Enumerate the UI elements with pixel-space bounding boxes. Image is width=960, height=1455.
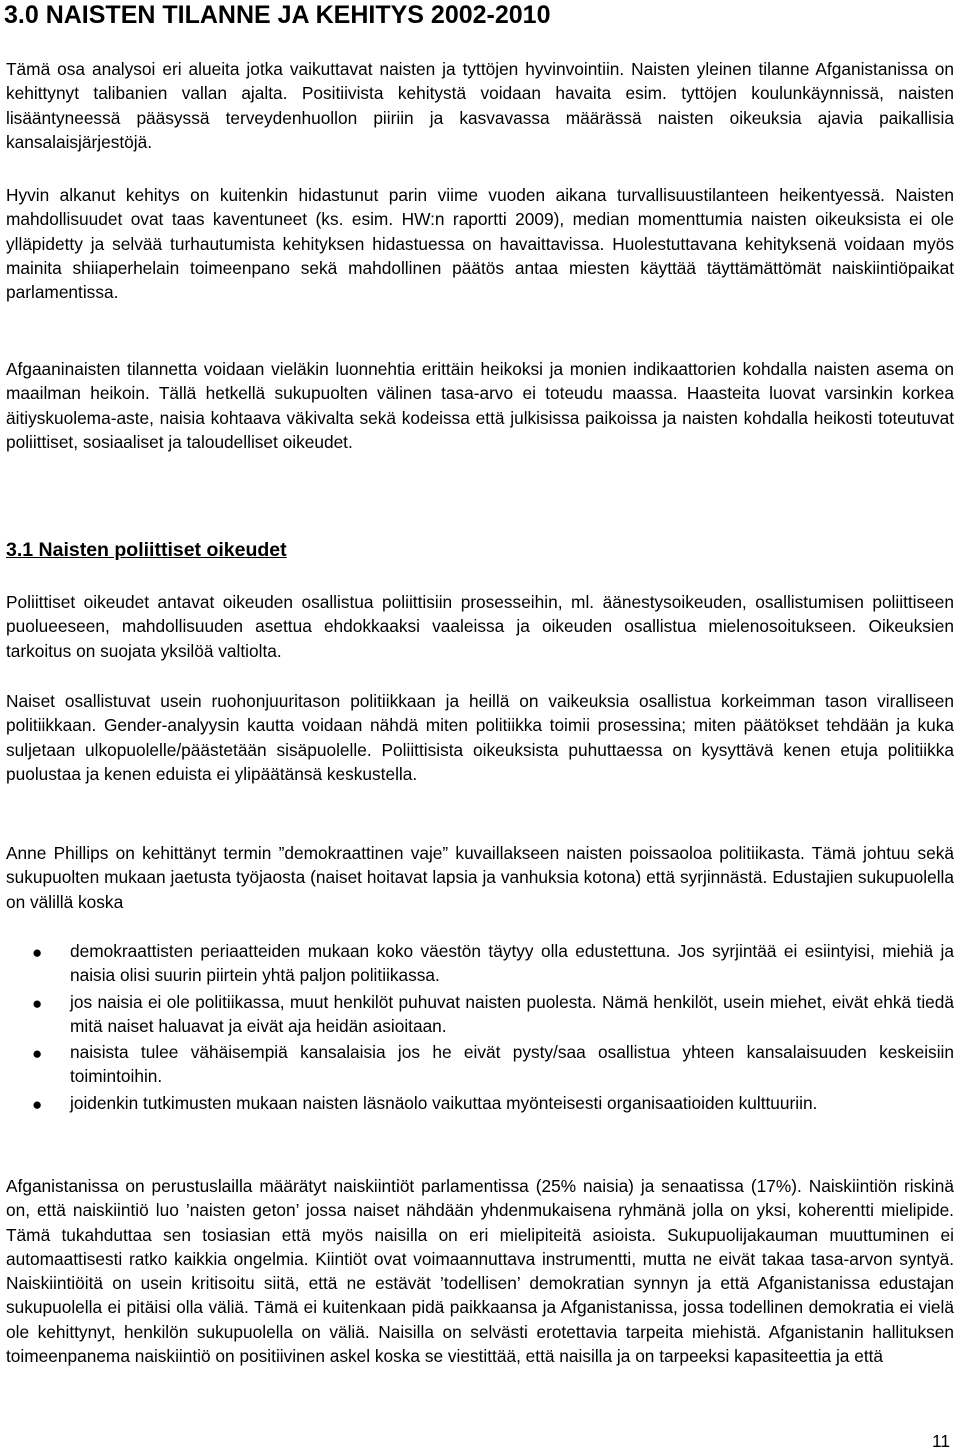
bullet-icon: ●	[32, 943, 43, 962]
paragraph-situation: Afgaaninaisten tilannetta voidaan vieläkin luonnehtia erittäin heikoksi ja monien indikaattorien kohdalla naisten asema on maailman heikoin. Tällä hetkellä sukupuolten välinen tasa-arvo ei toteudu maassa. Haasteita luovat varsinkin korkea äitiyskuolema-aste, naisia kohtaava väkivalta sekä kodeissa että julkisissa paikoissa ja naisten kohdalla heikosti toteutuvat poliittiset, sosiaaliset ja taloudelliset oikeudet.	[6, 359, 954, 452]
subsection-heading: 3.1 Naisten poliittiset oikeudet	[6, 539, 287, 561]
paragraph-political-rights: Poliittiset oikeudet antavat oikeuden osallistua poliittisiin prosesseihin, ml. äänestysoikeuden, osallistumisen poliittiseen puolueeseen, mahdollisuuden asettua ehdokkaaksi vaaleissa ja oikeuden osallistua mielenosoitukseen. Oikeuksien tarkoitus on suojata yksilöä valtiolta.	[6, 592, 954, 661]
paragraph-development: Hyvin alkanut kehitys on kuitenkin hidastunut parin viime vuoden aikana turvallisuustilanteen heikentyessä. Naisten mahdollisuudet ovat taas kaventuneet (ks. esim. HW:n raportti 2009), median momenttumia naisten oikeuksista ei ole ylläpidetty ja selvää turhautumista kehityksen hidastuessa on havaittavissa. Huolestuttavana kehityksenä voidaan myös mainita shiiaperhelain toimeenpano sekä mahdollinen päätös antaa miesten käyttää täyttämättömät naiskiintiöpaikat parlamentissa.	[6, 185, 954, 303]
bullet-icon: ●	[32, 993, 43, 1013]
list-item-text: joidenkin tutkimusten mukaan naisten läsnäolo vaikuttaa myönteisesti organisaatioiden kulttuuriin.	[70, 1092, 818, 1113]
list-item-text: naisista tulee vähäisempiä kansalaisia jos he eivät pysty/saa osallistua yhteen kansalaisuuden keskeisiin toimintoihin.	[70, 1042, 954, 1087]
paragraph-quotas: Afganistanissa on perustuslailla määrätyt naiskiintiöt parlamentissa (25% naisia) ja senaatissa (17%). Naiskiintiön riskinä on, että naiskiintiö luo ’naisten geton’ jossa naiset nähdään yhdenmukaisena ryhmänä jolla on yksi, koherentti mielipide. Tämä tukahduttaa sen tosiasian että myös naisilla on eri mielipiteitä asioista. Sukupuolijakauman muuttuminen ei automaattisesti ratko kaikkia ongelmia. Kiintiöt ovat voimaannuttava instrumentti, mutta ne eivät takaa tasa-arvon syntyä. Naiskiintiöitä on usein kritisoitu siitä, että ne estävät ’todellisen’ demokratian synnyn ja että Afganistanissa edustajan sukupuolella ei pitäisi olla väliä. Tämä ei kuitenkaan pidä paikkaansa ja Afganistanissa, jossa todellinen demokratia ei vielä ole kehittynyt, henkilön sukupuolella on väliä. Naisilla on selvästi erotettavia tarpeita miehistä. Afganistanin hallituksen toimeenpanema naiskiintiö on positiivinen askel koska se viestittää, että naisilla ja on tarpeeksi kapasiteettia ja että	[6, 1176, 954, 1367]
list-item-text: jos naisia ei ole politiikassa, muut henkilöt puhuvat naisten puolesta. Nämä henkilöt, usein miehet, eivät ehkä tiedä mitä naiset haluavat ja eivät aja heidän asioitaan.	[70, 991, 954, 1036]
bullet-icon: ●	[32, 1044, 43, 1064]
bullet-icon: ●	[32, 1094, 43, 1114]
paragraph-democratic-deficit: Anne Phillips on kehittänyt termin ”demokraattinen vaje” kuvaillakseen naisten poissaoloa politiikasta. Tämä johtuu sekä sukupuolten mukaan jaetusta työjaosta (naiset hoitavat lapsia ja vanhuksia kotona) että syrjinnästä. Edustajien sukupuolella on välillä koska	[6, 843, 954, 912]
paragraph-participation: Naiset osallistuvat usein ruohonjuuritason politiikkaan ja heillä on vaikeuksia osallistua korkeimman tason viralliseen politiikkaan. Gender-analyysin kautta voidaan nähdä miten politiikka toimii prosessina; miten päätökset tehdään ja kuka suljetaan ulkopuolelle/päästetään sisäpuolelle. Poliittisista oikeuksista puhuttaessa on kysyttävä kenen etuja politiikka puolustaa ja kenen eduista ei ylipäätänsä keskustella.	[6, 691, 954, 784]
page-number: 11	[932, 1431, 950, 1451]
paragraph-intro: Tämä osa analysoi eri alueita jotka vaikuttavat naisten ja tyttöjen hyvinvointiin. Naisten yleinen tilanne Afganistanissa on kehittynyt talibanien vallan ajalta. Positiivista kehitystä voidaan havaita esim. tyttöjen koulunkäynnissä, naisten lisääntyneessä pääsyssä terveydenhuollon piiriin ja kasvavassa määrässä naisten oikeuksia ajavia paikallisia kansalaisjärjestöjä.	[6, 59, 954, 152]
list-item	[6, 1091, 954, 1115]
list-item	[6, 939, 954, 988]
list-item-text: demokraattisten periaatteiden mukaan koko väestön täytyy olla edustettuna. Jos syrjintää ei esiintyisi, miehiä ja naisia olisi suurin piirtein yhtä paljon politiikassa.	[70, 941, 954, 986]
list-item	[6, 990, 954, 1039]
bullet-list	[6, 939, 954, 1117]
section-heading: 3.0 NAISTEN TILANNE JA KEHITYS 2002-2010	[4, 1, 551, 29]
list-item	[6, 1040, 954, 1089]
